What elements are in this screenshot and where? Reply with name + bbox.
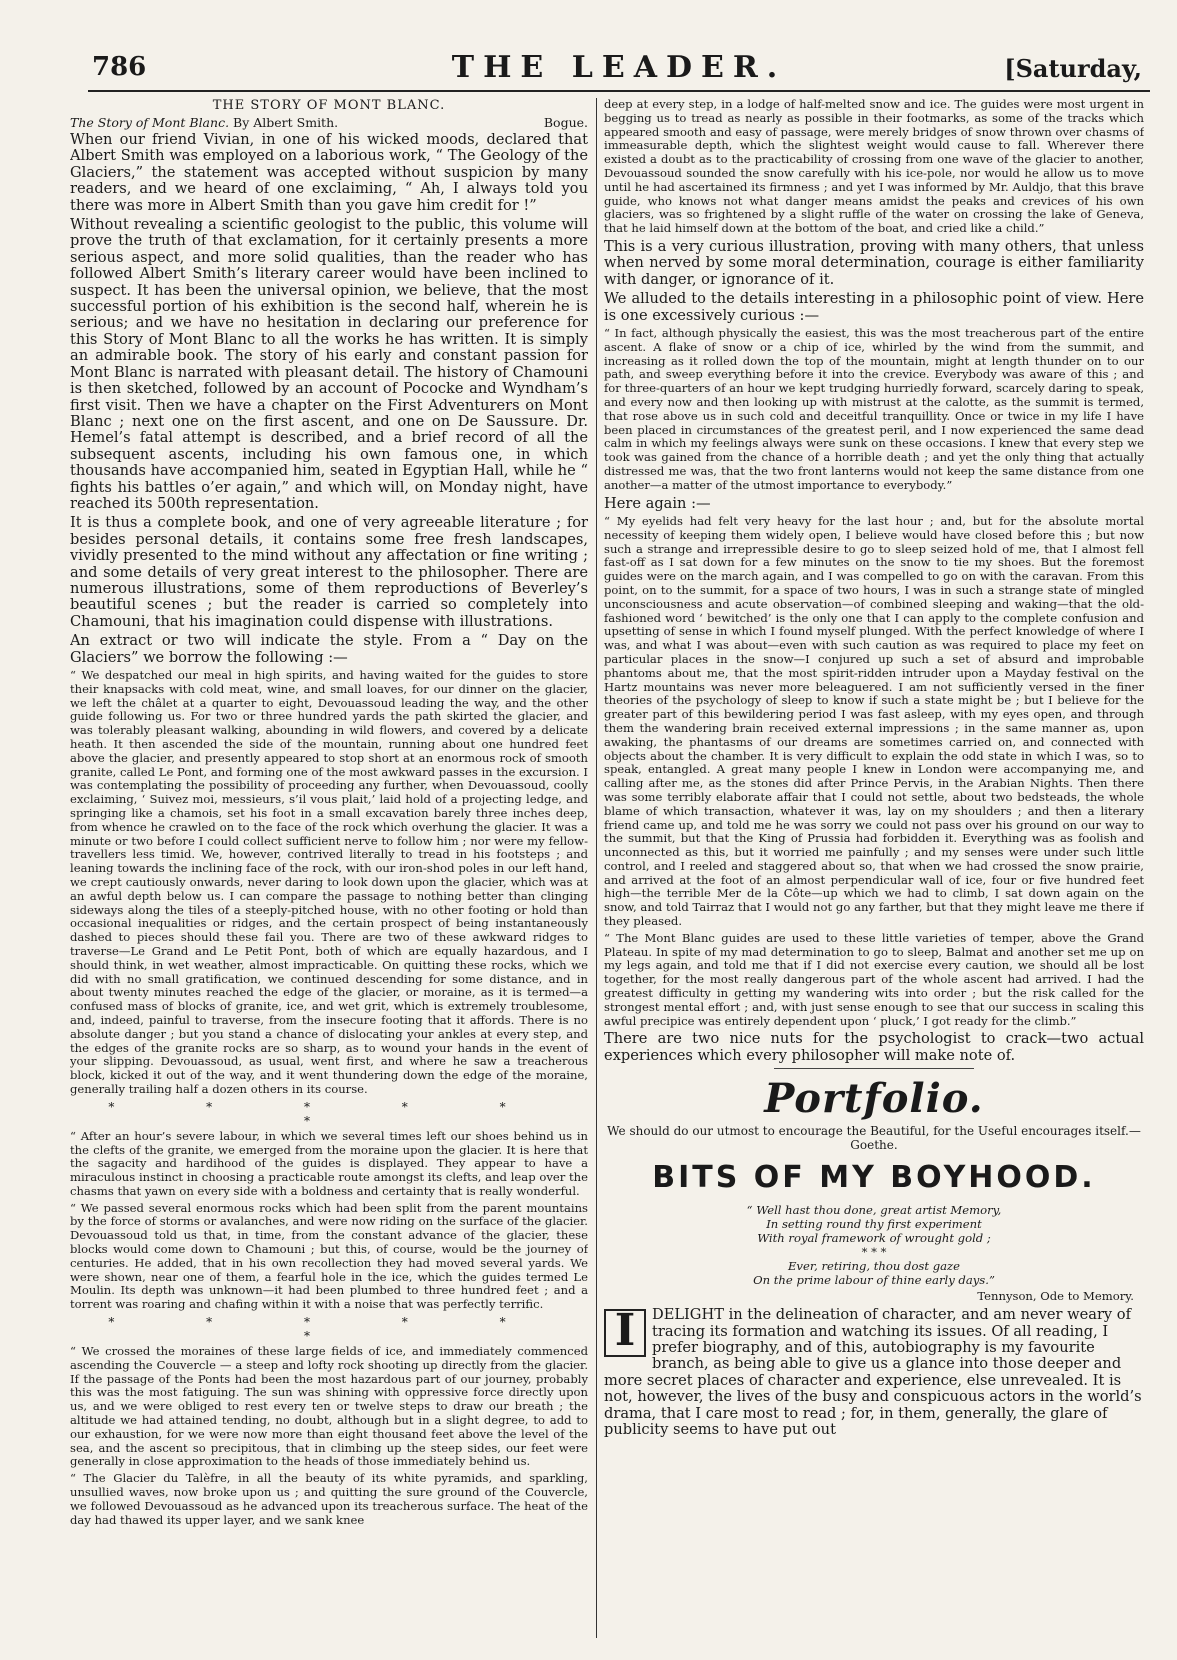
extract-ascent-3: “ The Mont Blanc guides are used to these little varieties of temper, above the Grand Plateau. In spite of my mad determination to go to sleep, Balmat and another set me up on my legs again, and told me that if I did not exercise every caution, we should all be lost together, for the most really dangerous part of the whole ascent had arrived. I had the greatest difficulty in getting my wandering wits into order ; but the risk called for the strongest mental effort ; and, with just sense enough to see that our success in scaling this awful precipice was entirely dependent upon ‘ pluck,’ I got ready for the climb.”: [604, 930, 1144, 1028]
article-paragraph-6: We alluded to the details interesting in a philosophic point of view. Here is one excessively curious :—: [604, 290, 1144, 324]
extract-glaciers-1: “ We despatched our meal in high spirits, and having waited for the guides to store their knapsacks with cold meat, wine, and small loaves, for our dinner on the glacier, we left the châlet at a quarter to eight, Devouassoud leading the way, and the other guide following us. For two or three hundred yards the path skirted the glacier, and was tolerably pleasant walking, abounding in wild flowers, and covered by a delicate heath. It then ascended the side of the mountain, running about one hundred feet above the glacier, and presently appeared to stop short at an enormous rock of smooth granite, called Le Pont, and forming one of the most awkward passes in the excursion. I was contemplating the possibility of proceeding any further, when Devouassoud, coolly exclaiming, ‘ Suivez moi, messieurs, s’il vous plait,’ laid hold of a projecting ledge, and springing like a chamois, set his foot in a small excavation barely three inches deep, from whence he crawled on to the face of the rock which overhung the glacier. It was a minute or two before I could collect sufficient nerve to follow him ; nor were my fellow-travellers less timid. We, however, contrived literally to tread in his footsteps ; and leaning towards the inclining face of the rock, with our iron-shod poles in our left hand, we crept cautiously onwards, never daring to look down upon the glacier, which was at an awful depth below us. I can compare the passage to nothing better than clinging sideways along the tiles of a steeply-pitched house, with no other footing or hold than occasional inequalities or ridges, and the certain prospect of being instantaneously dashed to pieces should these fail you. There are two of these awkward ridges to traverse—Le Grand and Le Petit Pont, both of which are equally hazardous, and I should think, in wet weather, almost impracticable. On quitting these rocks, which we did with no small gratification, we continued descending for some distance, and in about twenty minutes reached the edge of the glacier, or moraine, as it is termed—a confused mass of blocks of granite, ice, and wet grit, which is extremely troublesome, and, indeed, painful to traverse, from the insecure footing that it affords. There is no absolute danger ; but you stand a chance of dislocating your ankles at every step, and the edges of the granite rocks are so sharp, as to wound your hands in the event of your slipping. Devouassoud, as usual, went first, and where he saw a treacherous block, kicked it out of the way, and it went thundering down the edge of the moraine, generally trailing half a dozen others in its course.: [70, 668, 588, 1096]
extract-glaciers-5: “ The Glacier du Talèfre, in all the beauty of its white pyramids, and sparkling, unsullied waves, now broke upon us ; and quitting the sure ground of the Couvercle, we followed Devouassoud as he advanced upon its treacherous surface. The heat of the day had thawed its upper layer, and we sank knee: [70, 1471, 588, 1527]
journal-title: THE LEADER.: [451, 50, 787, 85]
verse-line-1: “ Well hast thou done, great artist Memory,: [746, 1203, 1002, 1218]
verse-line-2: In setting round thy first experiment: [766, 1217, 982, 1232]
extract-glaciers-4: “ We crossed the moraines of these large fields of ice, and immediately commenced ascending the Couvercle — a steep and lofty rock shooting up directly from the glacier. If the passage of the Ponts had been the most hazardous part of our journey, probably this was the most fatiguing. The sun was shining with oppressive force directly upon us, and we were obliged to rest every ten or twelve steps to draw our breath ; the altitude we had attained tending, no doubt, although but in a slight degree, to add to our exhaustion, for we were now more than eight thousand feet above the level of the sea, and the ascent so precipitous, that in climbing up the steep sides, our feet were generally in close approximation to the heads of those immediately behind us.: [70, 1344, 588, 1469]
article-title: THE STORY OF MONT BLANC.: [212, 98, 446, 113]
extract-ascent-2: “ My eyelids had felt very heavy for the last hour ; and, but for the absolute mortal necessity of keeping them widely open, I believe would have closed before this ; but now such a strange and irrepressible desire to go to sleep seized hold of me, that I almost fell fast-off as I sat down for a few minutes on the snow to tie my shoes. But the foremost guides were on the march again, and I was compelled to go on with the caravan. From this point, on to the summit, for a space of two hours, I was in such a strange state of mingled unconsciousness and acute observation—of combined sleeping and waking—that the old-fashioned word ‘ bewitched’ is the only one that I can apply to the complete confusion and upsetting of sense in which I found myself plunged. With the perfect knowledge of where I was, and what I was about—even with such caution as was required to place my feet on particular places in the snow—I conjured up such a set of absurd and improbable phantoms about me, that the most spirit-ridden intruder upon a Mayday festival on the Hartz mountains was never more beleaguered. I am not sufficiently versed in the finer theories of the psychology of sleep to know if such a state might be ; but I believe for the greater part of this bewildering period I was fast asleep, with my eyes open, and through them the wandering brain received external impressions ; in the same manner as, upon awaking, the phantasms of our dreams are sometimes carried on, and connected with objects about the chamber. It is very difficult to explain the odd state in which I was, so to speak, entangled. A great many people I knew in London were accompanying me, and calling after me, as the stones did after Prince Pervis, in the Arabian Nights. Then there was some terribly elaborate affair that I could not settle, about two bedsteads, the whole blame of which transaction, whatever it was, lay on my shoulders ; and then a literary friend came up, and told me he was sorry we could not pass over his ground on our way to the summit, but that the King of Prussia had forbidden it. Everything was as foolish and unconnected as this, but it worried me painfully ; and my senses were under such little control, and I reeled and staggered about so, that when we had crossed the snow prairie, and arrived at the foot of an almost perpendicular wall of ice, four or five hundred feet high—the terrible Mer de la Côte—up which we had to climb, I sat down again on the snow, and told Tairraz that I would not go any farther, but that they might leave me there if they pleased.: [604, 513, 1144, 929]
masthead: [88, 50, 1150, 92]
extract-glaciers-3: “ We passed several enormous rocks which had been split from the parent mountains by the force of storms or avalanches, and were now riding on the surface of the glacier. Devouassoud told us that, in time, from the constant advance of the glacier, these blocks would come down to Chamouni ; but this, of course, would be the journey of centuries. He added, that in his own recollection they had moved several yards. We were shown, near one of them, a fearful hole in the ice, which the guides termed Le Moulin. Its depth was unknown—it had been plumbed to three hundred feet ; and a torrent was roaring and chafing within it with a noise that was perfectly terrific.: [70, 1200, 588, 1312]
article-paragraph-8: There are two nice nuts for the psychologist to crack—two actual experiences which every philosopher will make note of.: [604, 1030, 1144, 1064]
portfolio-heading: Portfolio.: [764, 1075, 984, 1123]
issue-day: [Saturday,: [1004, 54, 1142, 83]
book-author: By Albert Smith.: [233, 115, 339, 130]
article-paragraph-7: Here again :—: [604, 494, 711, 512]
right-column: [604, 98, 1144, 1643]
verse-line-3: With royal framework of wrought gold ;: [757, 1231, 991, 1246]
article-paragraph-4: An extract or two will indicate the style. From a “ Day on the Glaciers” we borrow the following :—: [70, 632, 588, 666]
extract-glaciers-2: “ After an hour’s severe labour, in which we several times left our shoes behind us in the clefts of the granite, we emerged from the moraine upon the glacier. It is here that the sagacity and hardihood of the guides is displayed. They appear to have a miraculous instinct in choosing a practicable route amongst its clefts, and leap over the chasms that yawn on every side with a boldness and certainty that is really wonderful.: [70, 1128, 588, 1198]
section-stars-2: * * * * * *: [108, 1315, 550, 1344]
book-citation-text: [70, 115, 338, 130]
section-divider: [774, 1068, 974, 1069]
drop-cap: I: [604, 1309, 646, 1357]
article-paragraph-1: When our friend Vivian, in one of his wicked moods, declared that Albert Smith was employed on a laborious work, “ The Geology of the Glaciers,” the statement was accepted without suspicion by many readers, and we heard of one exclaiming, “ Ah, I always told you there was more in Albert Smith than you gave him credit for !”: [70, 131, 588, 214]
publisher: Bogue.: [543, 115, 588, 130]
article-paragraph-2: Without revealing a scientific geologist to the public, this volume will prove the truth of that exclamation, for it certainly presents a more serious aspect, and more solid qualities, than the reader who has followed Albert Smith’s literary career would have been inclined to suspect. It has been the universal opinion, we believe, that the most successful portion of his exhibition is the second half, wherein he is serious; and we have no hesitation in declaring our preference for this Story of Mont Blanc to all the works he has written. It is simply an admirable book. The story of his early and constant passion for Mont Blanc is narrated with pleasant detail. The history of Chamouni is then sketched, followed by an account of Pococke and Wyndham’s first visit. Then we have a chapter on the First Adventurers on Mont Blanc ; next one on the first ascent, and one on De Saussure. Dr. Hemel’s fatal attempt is described, and a brief record of all the subsequent ascents, including his own famous one, in which thousands have accompanied him, seated in Egyptian Hall, while he “ fights his battles o’er again,” and which will, on Monday night, have reached its 500th representation.: [70, 216, 588, 512]
portfolio-body: [604, 1307, 1144, 1438]
verse-line-4: Ever, retiring, thou dost gaze: [787, 1259, 961, 1274]
book-title: The Story of Mont Blanc.: [70, 115, 230, 130]
section-stars-1: * * * * * *: [108, 1099, 550, 1128]
book-citation: [70, 115, 588, 130]
column-rule: [596, 98, 597, 1638]
verse-line-5: On the prime labour of thine early days.”: [753, 1273, 995, 1288]
extract-ascent-1: “ In fact, although physically the easiest, this was the most treacherous part of the entire ascent. A flake of snow or a chip of ice, whirled by the wind from the summit, and increasing as it rolled down the top of the mountain, might at length thunder on to our path, and sweep everything before it into the crevice. Everybody was aware of this ; and for three-quarters of an hour we kept trudging hurriedly forward, scarcely daring to speak, and every now and then looking up with mistrust at the calotte, as the summit is termed, that rose above us in such cold and deceitful tranquillity. Once or twice in my life I have been placed in circumstances of the greatest peril, and I now experienced the same dead calm in which my feelings always were sunk on these occasions. I knew that every step we took was gained from the chance of a horrible death ; and yet the only thing that actually distressed me was, that the two front lanterns would not keep the same distance from one another—a matter of the utmost importance to everybody.”: [604, 326, 1144, 492]
article-paragraph-3: It is thus a complete book, and one of very agreeable literature ; for besides personal details, it contains some free fresh landscapes, vividly presented to the mind without any affectation or fine writing ; and some details of very great interest to the philosopher. There are numerous illustrations, some of them reproductions of Beverley’s beautiful scenes ; but the reader is carried so completely into Chamouni, that his imagination could dispense with illustrations.: [70, 514, 588, 630]
left-column: [70, 98, 588, 1643]
verse-stars: * * *: [861, 1245, 887, 1260]
verse-attribution: Tennyson, Ode to Memory.: [977, 1289, 1134, 1304]
portfolio-motto: We should do our utmost to encourage the Beautiful, for the Useful encourages itself.—Goethe.: [607, 1124, 1141, 1153]
page-number: 786: [92, 52, 147, 82]
extract-glaciers-6: deep at every step, in a lodge of half-melted snow and ice. The guides were most urgent in begging us to tread as nearly as possible in their footmarks, as some of the tracks which appeared smooth and easy of passage, were merely bridges of snow thrown over chasms of immeasurable depth, which the slightest weight would cause to fall. Wherever there existed a doubt as to the practicability of crossing from one wave of the glacier to another, Devouassoud sounded the snow carefully with his ice-pole, nor would he allow us to move until he had ascertained its firmness ; and yet I was informed by Mr. Auldjo, that this brave guide, who knows not what danger means amidst the peaks and crevices of his own glaciers, was so frightened by a slight ruffle of the water on crossing the lake of Geneva, that he laid himself down at the bottom of the boat, and cried like a child.”: [604, 98, 1144, 236]
article-paragraph-5: This is a very curious illustration, proving with many others, that unless when nerved by some moral determination, courage is either familiarity with danger, or ignorance of it.: [604, 237, 1144, 288]
series-title: BITS OF MY BOYHOOD.: [652, 1160, 1096, 1196]
portfolio-body-text: DELIGHT in the delineation of character, and am never weary of tracing its formation and watching its issues. Of all reading, I prefer biography, and of this, autobiography is my favourite branch, as being able to give us a glance into those deeper and more secret places of character and experience, else unrevealed. It is not, however, the lives of the busy and conspicuous actors in the world’s drama, that I care most to read ; for, in them, generally, the glare of publicity seems to have put out: [604, 1306, 1142, 1439]
